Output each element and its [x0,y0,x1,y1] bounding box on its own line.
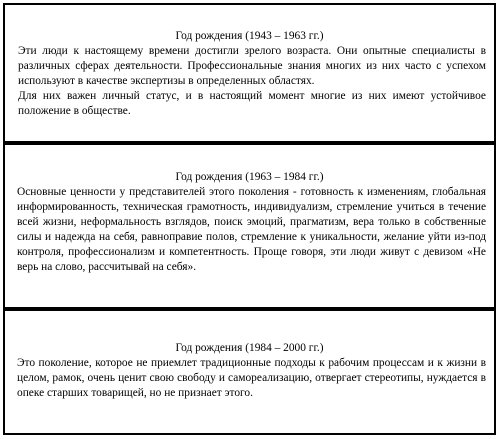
section-paragraph: Основные ценности у представителей этого поколения - готовность к изменениям, глобальная информированность, техническая грамотность, индивидуализм, стремление учиться в течение всей жизни, неформальность взглядов, поиск эмоций, прагматизм, вера только в собственные силы и надежда на себя, равноправие полов, стремление к уникальности, желание уйти из-под контроля, профессионализм и компетентность. Проще говоря, эти люди живут с девизом «Не верь на слово, рассчитывай на себя». [17,186,486,273]
generation-block-1984-2000 [3,309,496,435]
section-paragraph: Это поколение, которое не приемлет традиционные подходы к рабочим процессам и к жизни в целом, рамок, очень ценит свою свободу и самореализацию, отвергает стереотипы, нуждается в опеке старших товарищей, но не признает этого. [17,357,486,399]
section-heading: Год рождения (1963 – 1984 гг.) [175,171,324,183]
section-heading: Год рождения (1984 – 2000 гг.) [175,342,324,354]
generation-block-1963-1984 [3,143,496,309]
section-paragraph: Эти люди к настоящему времени достигли зрелого возраста. Они опытные специалисты в различных сферах деятельности. Профессиональные знания многих из них часто с успехом используют в качестве экспертизы в определенных областях. [18,45,486,87]
generation-block-1943-1963 [3,3,496,143]
section-heading: Год рождения (1943 – 1963 гг.) [175,30,324,42]
generations-document [3,3,498,435]
section-paragraph: Для них важен личный статус, и в настоящий момент многие из них имеют устойчивое положение в обществе. [18,90,486,117]
